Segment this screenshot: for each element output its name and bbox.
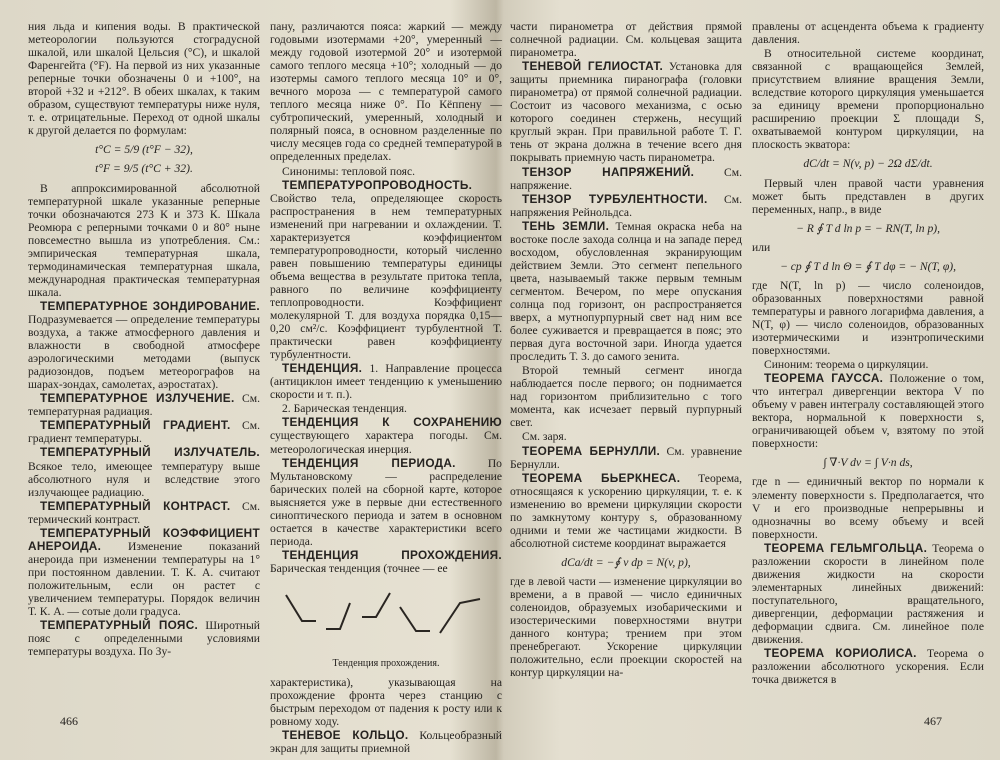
paragraph: где n — единичный вектор по нормали к элементу поверхности s. Предполагается, что V и его производные непрерывны и однозначны во всему объему и всей поверхности.: [752, 475, 984, 541]
dictionary-entry: ТЕНЕВОЙ ГЕЛИОСТАТ. Установка для защиты приемника пиранографа (головки пиранометра) от прямой солнечной радиации. Состоит из часового механизма, с осью которого соединен стержень, несущий круглый экран. При правильной работе Т. Г. тень от экрана должна в течение всего дня покрывать приемную часть пиранометра.: [510, 59, 742, 165]
dictionary-entry: ТЕНДЕНЦИЯ. 1. Направление процесса (антициклон имеет тенденцию к уменьшению скорости и т. п.).: [270, 361, 502, 402]
entry-headword: ТЕМПЕРАТУРНЫЙ КОЭФФИЦИЕНТ АНЕРОИДА.: [28, 525, 260, 553]
paragraph: пану, различаются пояса: жаркий — между годовыми изотермами +20°, умеренный — между годовой изотермой 20° и изотермой самого теплого месяца +10°; холодный — до изотермы самого теплого месяца 10° и 0°, вечного мороза — с температурой самого теплого месяца ниже 0°. По Кёппену — субтропический, умеренный, холодный и полярный пояса, в основном разделенные по числу месяцев года со средней температурой в определенных пределах.: [270, 20, 502, 164]
dictionary-entry: ТЕМПЕРАТУРНОЕ ЗОНДИРОВАНИЕ. Подразумевается — определение температуры воздуха, а также атмосферного давления и влажности в свободной атмосфере аэрологическими методами (выпуск радиозондов, подъем метеорографов на шарах-зондах, самолетах, аэростатах).: [28, 298, 260, 392]
formula: − R ∮ T d ln p = − RN(T, ln p),: [795, 221, 941, 235]
paragraph: 2. Барическая тенденция.: [282, 402, 407, 416]
paragraph: ния льда и кипения воды. В практической метеорологии пользуются стоградусной шкалой, или шкалой Цельсия (°С), и шкалой Фаренгейта (°F). На первой из них указанные реперные точки обозначены 0 и +100°, на второй +32 и +212°. В обеих шкалах, к таким образом, существуют температуры ниже нуля, т. е. отрицательные. Переход от одной шкалы к другой делается по формулам:: [28, 20, 260, 138]
formula: t°C = 5/9 (t°F − 32),: [95, 143, 193, 157]
entry-headword: ТЕМПЕРАТУРНЫЙ ГРАДИЕНТ.: [40, 418, 231, 433]
paragraph: где в левой части — изменение циркуляции во времени, а в правой — число единичных соленоидов, образуемых изобарическими и изостерическими поверхностями внутри данного контура; трением при этом пренебрегают. Ускорение циркуляции положительно, если проекции скоростей на контур циркуляции на-: [510, 574, 742, 680]
paragraph: части пиранометра от действия прямой солнечной радиации. См. кольцевая защита пиранометра.: [510, 20, 742, 60]
entry-headword: ТЕНЗОР НАПРЯЖЕНИЙ.: [522, 164, 695, 179]
entry-headword: ТЕНДЕНЦИЯ К СОХРАНЕНИЮ: [282, 415, 502, 430]
dictionary-entry: ТЕМПЕРАТУРНЫЙ КОНТРАСТ. См. термический контраст.: [28, 498, 260, 526]
synonyms-line: Синоним: теорема о циркуляции.: [764, 358, 929, 372]
dictionary-entry: ТЕМПЕРАТУРНОЕ ИЗЛУЧЕНИЕ. См. температурная радиация.: [28, 391, 260, 419]
dictionary-entry: ТЕМПЕРАТУРНЫЙ КОЭФФИЦИЕНТ АНЕРОИДА. Изменение показаний анероида при изменении температуры на 1° при постоянном давлении. Т. К. А. считают положительным, если он растет с увеличением температуры. Порядок величин Т. К. А. — сотые доли градуса.: [28, 525, 260, 619]
tendency-diagram: [280, 581, 490, 651]
tendency-mark: [326, 603, 350, 629]
entry-headword: ТЕНДЕНЦИЯ ПЕРИОДА.: [282, 455, 456, 470]
entry-headword: ТЕНДЕНЦИЯ.: [282, 361, 363, 376]
see-also: См. заря.: [522, 430, 567, 444]
dictionary-entry: ТЕМПЕРАТУРНЫЙ ГРАДИЕНТ. См. градиент температуры.: [28, 418, 260, 446]
tendency-mark: [400, 607, 430, 631]
entry-headword: ТЕОРЕМА ГЕЛЬМГОЛЬЦА.: [764, 540, 928, 555]
entry-headword: ТЕМПЕРАТУРНОЕ ЗОНДИРОВАНИЕ.: [40, 298, 260, 313]
entry-headword: ТЕНЕВОЕ КОЛЬЦО.: [282, 728, 409, 743]
dictionary-entry: ТЕНДЕНЦИЯ К СОХРАНЕНИЮ существующего характера погоды. См. метеорологическая инерция.: [270, 415, 502, 456]
entry-headword: ТЕНДЕНЦИЯ ПРОХОЖДЕНИЯ.: [282, 547, 502, 562]
right-column-1: [510, 20, 742, 710]
tendency-figure: [270, 581, 502, 653]
dictionary-entry: ТЕНДЕНЦИЯ ПРОХОЖДЕНИЯ. Барическая тенденция (точнее — ее: [270, 547, 502, 575]
page-number: 467: [924, 714, 942, 728]
formula: t°F = 9/5 (t°C + 32).: [95, 162, 193, 176]
tendency-mark: [440, 599, 480, 633]
paragraph: правлены от асцендента объема к градиенту давления.: [752, 20, 984, 47]
tendency-mark: [286, 595, 316, 621]
entry-headword: ТЕНЕВОЙ ГЕЛИОСТАТ.: [522, 59, 664, 74]
paragraph: или: [752, 240, 771, 254]
entry-headword: ТЕОРЕМА ГАУССА.: [764, 371, 884, 386]
entry-headword: ТЕМПЕРАТУРНЫЙ КОНТРАСТ.: [40, 498, 231, 513]
entry-headword: ТЕМПЕРАТУРНОЕ ИЗЛУЧЕНИЕ.: [40, 391, 235, 406]
dictionary-entry: ТЕНДЕНЦИЯ ПЕРИОДА. По Мультановскому — распределение барических полей на сборной карте, которое выясняется уже в первые дни естественного синоптического периода и затем в основном остается в качестве характеристики всего периода.: [270, 455, 502, 548]
dictionary-entry: ТЕНЕВОЕ КОЛЬЦО. Кольцеобразный экран для защиты приемной: [270, 728, 502, 756]
dictionary-entry: ТЕНЗОР ТУРБУЛЕНТНОСТИ. См. напряжения Рейнольдса.: [510, 191, 742, 219]
right-column-2: [752, 20, 984, 710]
entry-headword: ТЕМПЕРАТУРНЫЙ ПОЯС.: [40, 618, 199, 633]
paragraph: Первый член правой части уравнения может быть представлен в других переменных, напр., в виде: [752, 176, 984, 216]
right-page: [506, 0, 1000, 760]
formula: ∫ ∇·V dv = ∫ V·n ds,: [823, 456, 913, 470]
dictionary-entry: ТЕНЗОР НАПРЯЖЕНИЙ. См. напряжение.: [510, 164, 742, 192]
formula: dC/dt = N(v, p) − 2Ω dΣ/dt.: [803, 157, 933, 171]
dictionary-entry: ТЕОРЕМА БЬЕРКНЕСА. Теорема, относящаяся к ускорению циркуляции, т. е. к изменению во времени циркуляции скорости по замкнутому контуру s, образованному одними и теми же частицами жидкости. В абсолютной системе координат выражается: [510, 470, 742, 550]
left-column-2: [270, 20, 502, 756]
synonyms-line: Синонимы: тепловой пояс.: [282, 164, 416, 178]
tendency-mark: [362, 593, 390, 617]
entry-headword: ТЕМПЕРАТУРНЫЙ ИЗЛУЧАТЕЛЬ.: [40, 445, 260, 460]
entry-headword: ТЕНЗОР ТУРБУЛЕНТНОСТИ.: [522, 191, 708, 206]
dictionary-entry: ТЕОРЕМА ГЕЛЬМГОЛЬЦА. Теорема о разложении скорости в линейном поле движения жидкости на скорости элементарных линейных движений: поступательного, вращательного, дивергенции, деформации растяжения и деформации сдвига. См. линейное поле движения.: [752, 540, 984, 647]
entry-headword: ТЕОРЕМА КОРИОЛИСА.: [764, 646, 917, 661]
dictionary-entry: ТЕОРЕМА БЕРНУЛЛИ. См. уравнение Бернулли.: [510, 443, 742, 471]
page-number: 466: [60, 714, 78, 728]
entry-headword: ТЕМПЕРАТУРОПРОВОДНОСТЬ.: [282, 177, 473, 192]
dictionary-entry: ТЕНЬ ЗЕМЛИ. Темная окраска неба на востоке после захода солнца и на западе перед восходом, обусловленная экранирующим действием Земли. Это сегмент пепельного цвета, называемый также первым темным сегментом. Вечером, по мере опускания солнца под горизонт, он распространяется вверх, а мутнопурпурный свет над ним все более суживается и превращается в пояс; это первая дуга восточной зари. Иногда удается проследить Т. З. до самого зенита.: [510, 218, 742, 364]
entry-headword: ТЕНЬ ЗЕМЛИ.: [522, 218, 610, 233]
formula: − cp ∮ T d ln Θ = ∮ T dφ = − N(T, φ),: [779, 259, 957, 273]
entry-headword: ТЕОРЕМА БЬЕРКНЕСА.: [522, 470, 681, 485]
dictionary-entry: ТЕМПЕРАТУРОПРОВОДНОСТЬ. Свойство тела, определяющее скорость распространения в нем температурных изменений при нагревании и охлаждении. Т. характеризуется коэффициентом температуропроводности, который численно равен повышению температуры единицы объема вещества в результате притока тепла, равного по величине коэффициенту теплопроводности. Коэффициент молекулярной Т. для воздуха порядка 0,15—0,20 см²/с. Коэффициент турбулентной Т. практически равен коэффициенту турбулентности.: [270, 177, 502, 362]
paragraph: характеристика), указывающая на прохождение фронта через станцию с быстрым переходом от падения к росту или к ровному ходу.: [270, 676, 502, 729]
paragraph: где N(T, ln p) — число соленоидов, образованных поверхностями равной температуры и равного логарифма давления, а N(T, φ) — число соленоидов, образованных изотермическими и изэнтропическими поверхностями.: [752, 278, 984, 358]
dictionary-entry: ТЕОРЕМА ГАУССА. Положение о том, что интеграл дивергенции вектора V по объему v равен интегралу составляющей этого вектора, нормальной к поверхности s, ограничивающей объем v, взятому по этой поверхности:: [752, 371, 984, 451]
paragraph: Второй темный сегмент иногда наблюдается после первого; он поднимается над горизонтом приблизительно с того момента, как исчезает первый пурпурный свет.: [510, 364, 742, 430]
figure-caption: Тенденция прохождения.: [332, 657, 440, 669]
formula: dCa/dt = −∮ v dp = N(v, p),: [561, 555, 691, 569]
left-column-1: [28, 20, 260, 710]
dictionary-entry: ТЕМПЕРАТУРНЫЙ ИЗЛУЧАТЕЛЬ. Всякое тело, имеющее температуру выше абсолютного нуля и вследствие этого излучающее радиацию.: [28, 445, 260, 499]
dictionary-entry: ТЕМПЕРАТУРНЫЙ ПОЯС. Широтный пояс с определенными условиями температуры воздуха. По Зу-: [28, 618, 260, 659]
dictionary-entry: ТЕОРЕМА КОРИОЛИСА. Теорема о разложении абсолютного ускорения. Если точка движется в: [752, 646, 984, 687]
entry-headword: ТЕОРЕМА БЕРНУЛЛИ.: [522, 443, 661, 458]
paragraph: В аппроксимированной абсолютной температурной шкале указанные реперные точки обозначаются 273 К и 373 К. Шкала Реомюра с реперными точками 0 и 80° ныне повсеместно вышла из употребления. См.: эмпирическая температурная шкала, термодинамическая температурная шкала, международная практическая температурная шкала.: [28, 181, 260, 299]
paragraph: В относительной системе координат, связанной с вращающейся Землей, присутствием влияние вращения Земли, вследствие которого циркуляция уменьшается за единицу времени пропорционально расширению проекции Σ площади S, охватываемой контуром циркуляции, на плоскость экватора:: [752, 47, 984, 152]
